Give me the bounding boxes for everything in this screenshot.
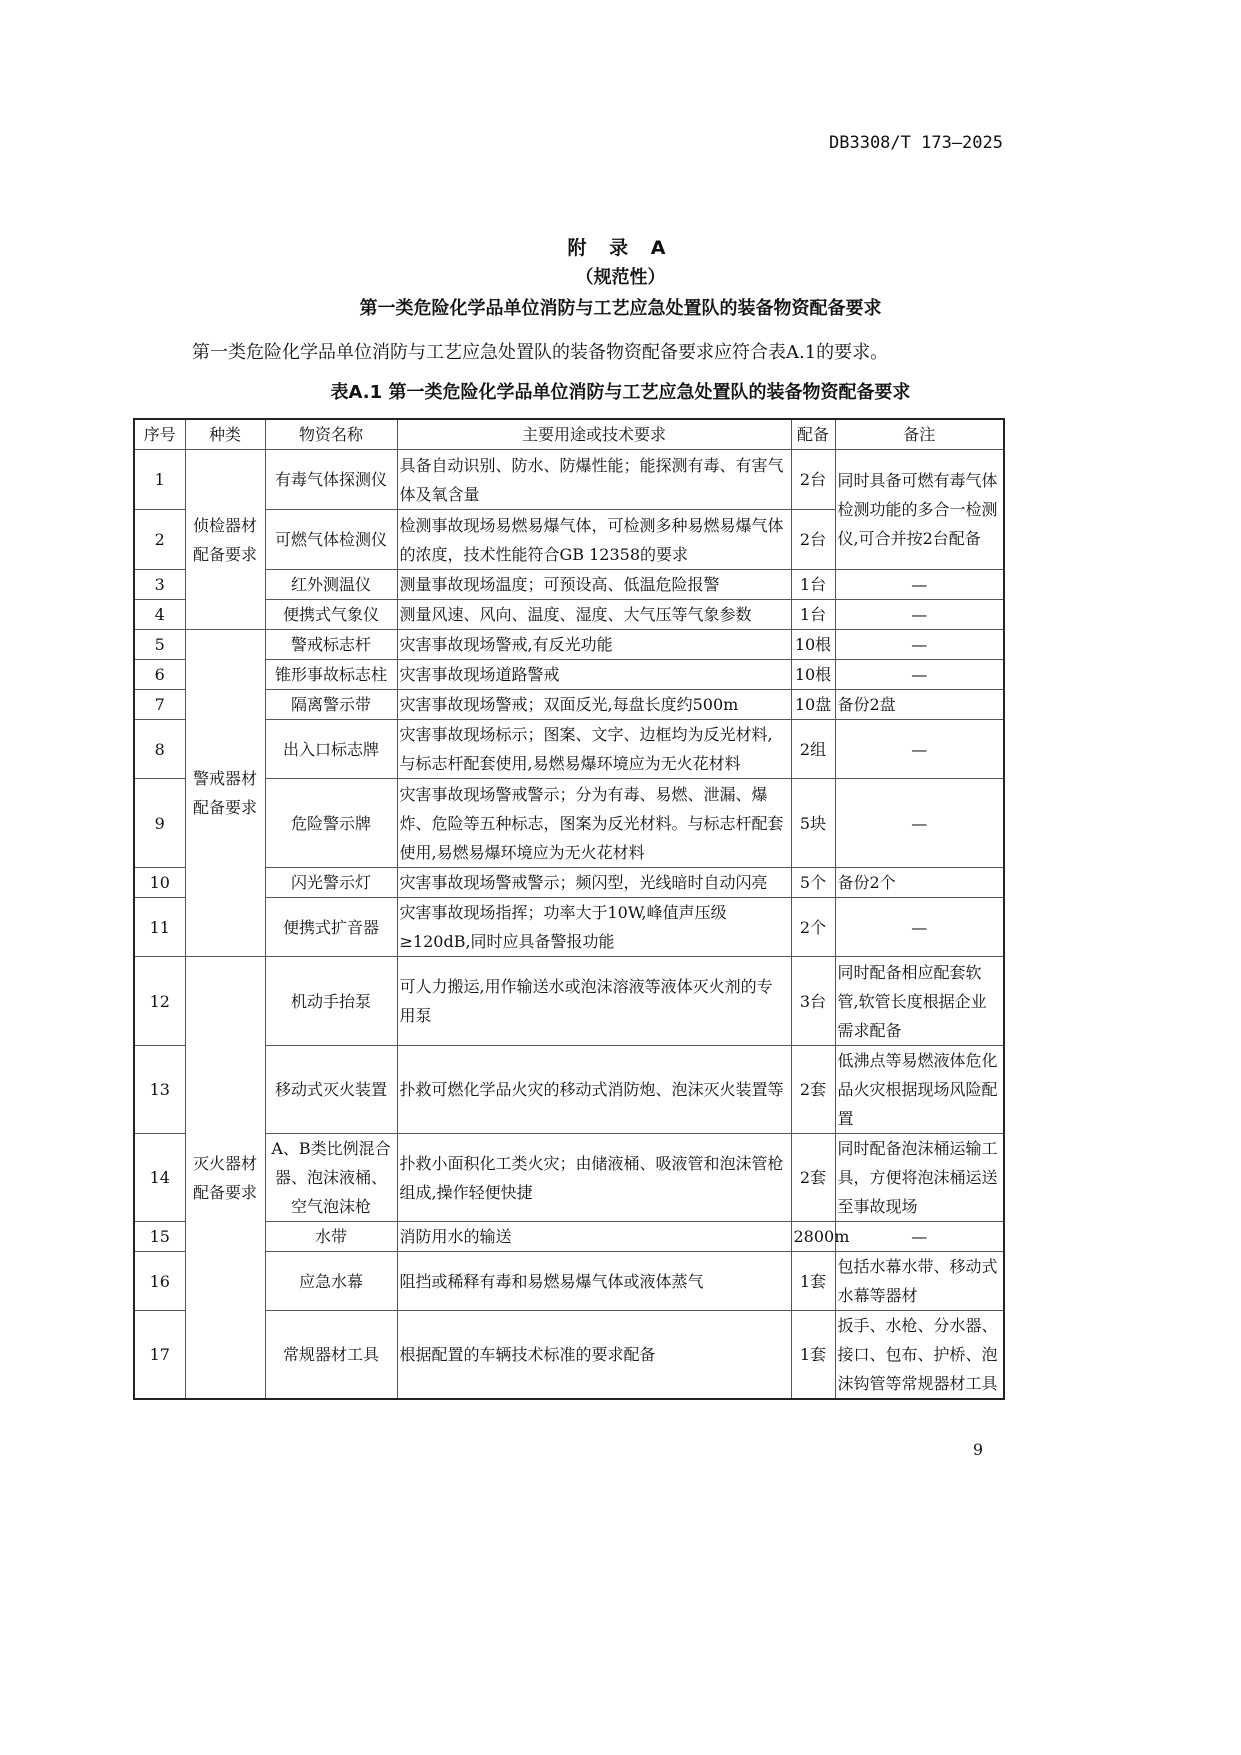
- quantity-cell: 2台: [791, 510, 835, 570]
- row-number-cell: 16: [134, 1252, 185, 1311]
- table-caption: 表A.1 第一类危险化学品单位消防与工艺应急处置队的装备物资配备要求: [330, 382, 911, 403]
- quantity-cell: 2个: [791, 898, 835, 957]
- remark-cell: 同时配备相应配套软管,软管长度根据企业需求配备: [835, 957, 1004, 1046]
- requirement-cell: 测量事故现场温度；可预设高、低温危险报警: [397, 570, 791, 600]
- quantity-cell: 2套: [791, 1046, 835, 1134]
- table-header-row: [134, 419, 1004, 450]
- remark-cell: —: [835, 570, 1004, 600]
- requirement-cell: 具备自动识别、防水、防爆性能；能探测有毒、有害气体及氧含量: [397, 450, 791, 510]
- remark-cell: 同时具备可燃有毒气体检测功能的多合一检测仪,可合并按2台配备: [835, 450, 1004, 570]
- quantity-cell: 3台: [791, 957, 835, 1046]
- category-cell: 灭火器材配备要求: [185, 957, 265, 1400]
- quantity-cell: 5个: [791, 868, 835, 898]
- appendix-title: 附 录 A: [567, 237, 674, 259]
- item-name-cell: 有毒气体探测仪: [265, 450, 397, 510]
- quantity-cell: 5块: [791, 779, 835, 868]
- document-number: DB3308/T 173—2025: [829, 133, 1003, 153]
- remark-cell: —: [835, 720, 1004, 779]
- remark-cell: 低沸点等易燃液体危化品火灾根据现场风险配置: [835, 1046, 1004, 1134]
- table-row: [134, 1222, 1004, 1252]
- table-row: [134, 1046, 1004, 1134]
- requirement-cell: 灾害事故现场警戒警示；频闪型，光线暗时自动闪亮: [397, 868, 791, 898]
- requirement-cell: 灾害事故现场标示；图案、文字、边框均为反光材料,与标志杆配套使用,易燃易爆环境应为无火花材料: [397, 720, 791, 779]
- remark-cell: —: [835, 660, 1004, 690]
- column-header: 序号: [134, 419, 185, 450]
- appendix-subtitle: 第一类危险化学品单位消防与工艺应急处置队的装备物资配备要求: [359, 298, 882, 319]
- quantity-cell: 1套: [791, 1252, 835, 1311]
- table-row: [134, 690, 1004, 720]
- requirement-cell: 消防用水的输送: [397, 1222, 791, 1252]
- row-number-cell: 3: [134, 570, 185, 600]
- row-number-cell: 8: [134, 720, 185, 779]
- requirement-cell: 灾害事故现场道路警戒: [397, 660, 791, 690]
- table-row: [134, 898, 1004, 957]
- appendix-nature: （规范性）: [575, 267, 666, 288]
- item-name-cell: 锥形事故标志柱: [265, 660, 397, 690]
- row-number-cell: 17: [134, 1311, 185, 1400]
- row-number-cell: 6: [134, 660, 185, 690]
- table-row: [134, 630, 1004, 660]
- quantity-cell: 2800m: [791, 1222, 835, 1252]
- table-row: [134, 450, 1004, 510]
- row-number-cell: 15: [134, 1222, 185, 1252]
- item-name-cell: 出入口标志牌: [265, 720, 397, 779]
- item-name-cell: 警戒标志杆: [265, 630, 397, 660]
- column-header: 主要用途或技术要求: [397, 419, 791, 450]
- requirement-cell: 灾害事故现场警戒警示；分为有毒、易燃、泄漏、爆炸、危险等五种标志，图案为反光材料。与标志杆配套使用,易燃易爆环境应为无火花材料: [397, 779, 791, 868]
- item-name-cell: 闪光警示灯: [265, 868, 397, 898]
- item-name-cell: 可燃气体检测仪: [265, 510, 397, 570]
- requirement-cell: 灾害事故现场警戒；双面反光,每盘长度约500m: [397, 690, 791, 720]
- item-name-cell: 常规器材工具: [265, 1311, 397, 1400]
- category-cell: 警戒器材配备要求: [185, 630, 265, 957]
- row-number-cell: 14: [134, 1134, 185, 1222]
- remark-cell: —: [835, 1222, 1004, 1252]
- table-row: [134, 957, 1004, 1046]
- table-row: [134, 779, 1004, 868]
- row-number-cell: 2: [134, 510, 185, 570]
- remark-cell: 包括水幕水带、移动式水幕等器材: [835, 1252, 1004, 1311]
- remark-cell: —: [835, 630, 1004, 660]
- requirement-cell: 测量风速、风向、温度、湿度、大气压等气象参数: [397, 600, 791, 630]
- requirement-cell: 根据配置的车辆技术标准的要求配备: [397, 1311, 791, 1400]
- row-number-cell: 5: [134, 630, 185, 660]
- table-row: [134, 600, 1004, 630]
- item-name-cell: 隔离警示带: [265, 690, 397, 720]
- column-header: 种类: [185, 419, 265, 450]
- requirement-cell: 扑救小面积化工类火灾；由储液桶、吸液管和泡沫管枪组成,操作轻便快捷: [397, 1134, 791, 1222]
- requirement-cell: 灾害事故现场指挥；功率大于10W,峰值声压级≥120dB,同时应具备警报功能: [397, 898, 791, 957]
- row-number-cell: 12: [134, 957, 185, 1046]
- row-number-cell: 4: [134, 600, 185, 630]
- table-row: [134, 1311, 1004, 1400]
- row-number-cell: 11: [134, 898, 185, 957]
- table-row: [134, 1134, 1004, 1222]
- item-name-cell: 便携式气象仪: [265, 600, 397, 630]
- table-row: [134, 720, 1004, 779]
- item-name-cell: 机动手抬泵: [265, 957, 397, 1046]
- quantity-cell: 2台: [791, 450, 835, 510]
- quantity-cell: 1台: [791, 600, 835, 630]
- row-number-cell: 9: [134, 779, 185, 868]
- item-name-cell: 移动式灭火装置: [265, 1046, 397, 1134]
- column-header: 配备: [791, 419, 835, 450]
- category-cell: 侦检器材配备要求: [185, 450, 265, 630]
- quantity-cell: 1台: [791, 570, 835, 600]
- table-row: [134, 1252, 1004, 1311]
- table-row: [134, 868, 1004, 898]
- table-row: [134, 570, 1004, 600]
- item-name-cell: 应急水幕: [265, 1252, 397, 1311]
- intro-paragraph: 第一类危险化学品单位消防与工艺应急处置队的装备物资配备要求应符合表A.1的要求。: [192, 342, 889, 363]
- column-header: 备注: [835, 419, 1004, 450]
- requirement-cell: 灾害事故现场警戒,有反光功能: [397, 630, 791, 660]
- table-row: [134, 660, 1004, 690]
- item-name-cell: A、B类比例混合器、泡沫液桶、空气泡沫枪: [265, 1134, 397, 1222]
- requirement-cell: 检测事故现场易燃易爆气体，可检测多种易燃易爆气体的浓度，技术性能符合GB 12358的要求: [397, 510, 791, 570]
- remark-cell: —: [835, 779, 1004, 868]
- remark-cell: —: [835, 600, 1004, 630]
- row-number-cell: 13: [134, 1046, 185, 1134]
- requirement-cell: 扑救可燃化学品火灾的移动式消防炮、泡沫灭火装置等: [397, 1046, 791, 1134]
- remark-cell: 扳手、水枪、分水器、接口、包布、护桥、泡沫钩管等常规器材工具: [835, 1311, 1004, 1400]
- row-number-cell: 7: [134, 690, 185, 720]
- row-number-cell: 1: [134, 450, 185, 510]
- equipment-table: [133, 418, 1005, 1400]
- page-number: 9: [972, 1440, 983, 1459]
- remark-cell: —: [835, 898, 1004, 957]
- quantity-cell: 1套: [791, 1311, 835, 1400]
- item-name-cell: 危险警示牌: [265, 779, 397, 868]
- quantity-cell: 10根: [791, 660, 835, 690]
- column-header: 物资名称: [265, 419, 397, 450]
- remark-cell: 备份2个: [835, 868, 1004, 898]
- remark-cell: 备份2盘: [835, 690, 1004, 720]
- requirement-cell: 阻挡或稀释有毒和易燃易爆气体或液体蒸气: [397, 1252, 791, 1311]
- item-name-cell: 水带: [265, 1222, 397, 1252]
- quantity-cell: 10盘: [791, 690, 835, 720]
- quantity-cell: 2套: [791, 1134, 835, 1222]
- remark-cell: 同时配备泡沫桶运输工具，方便将泡沫桶运送至事故现场: [835, 1134, 1004, 1222]
- item-name-cell: 红外测温仪: [265, 570, 397, 600]
- item-name-cell: 便携式扩音器: [265, 898, 397, 957]
- quantity-cell: 10根: [791, 630, 835, 660]
- row-number-cell: 10: [134, 868, 185, 898]
- quantity-cell: 2组: [791, 720, 835, 779]
- requirement-cell: 可人力搬运,用作输送水或泡沫溶液等液体灭火剂的专用泵: [397, 957, 791, 1046]
